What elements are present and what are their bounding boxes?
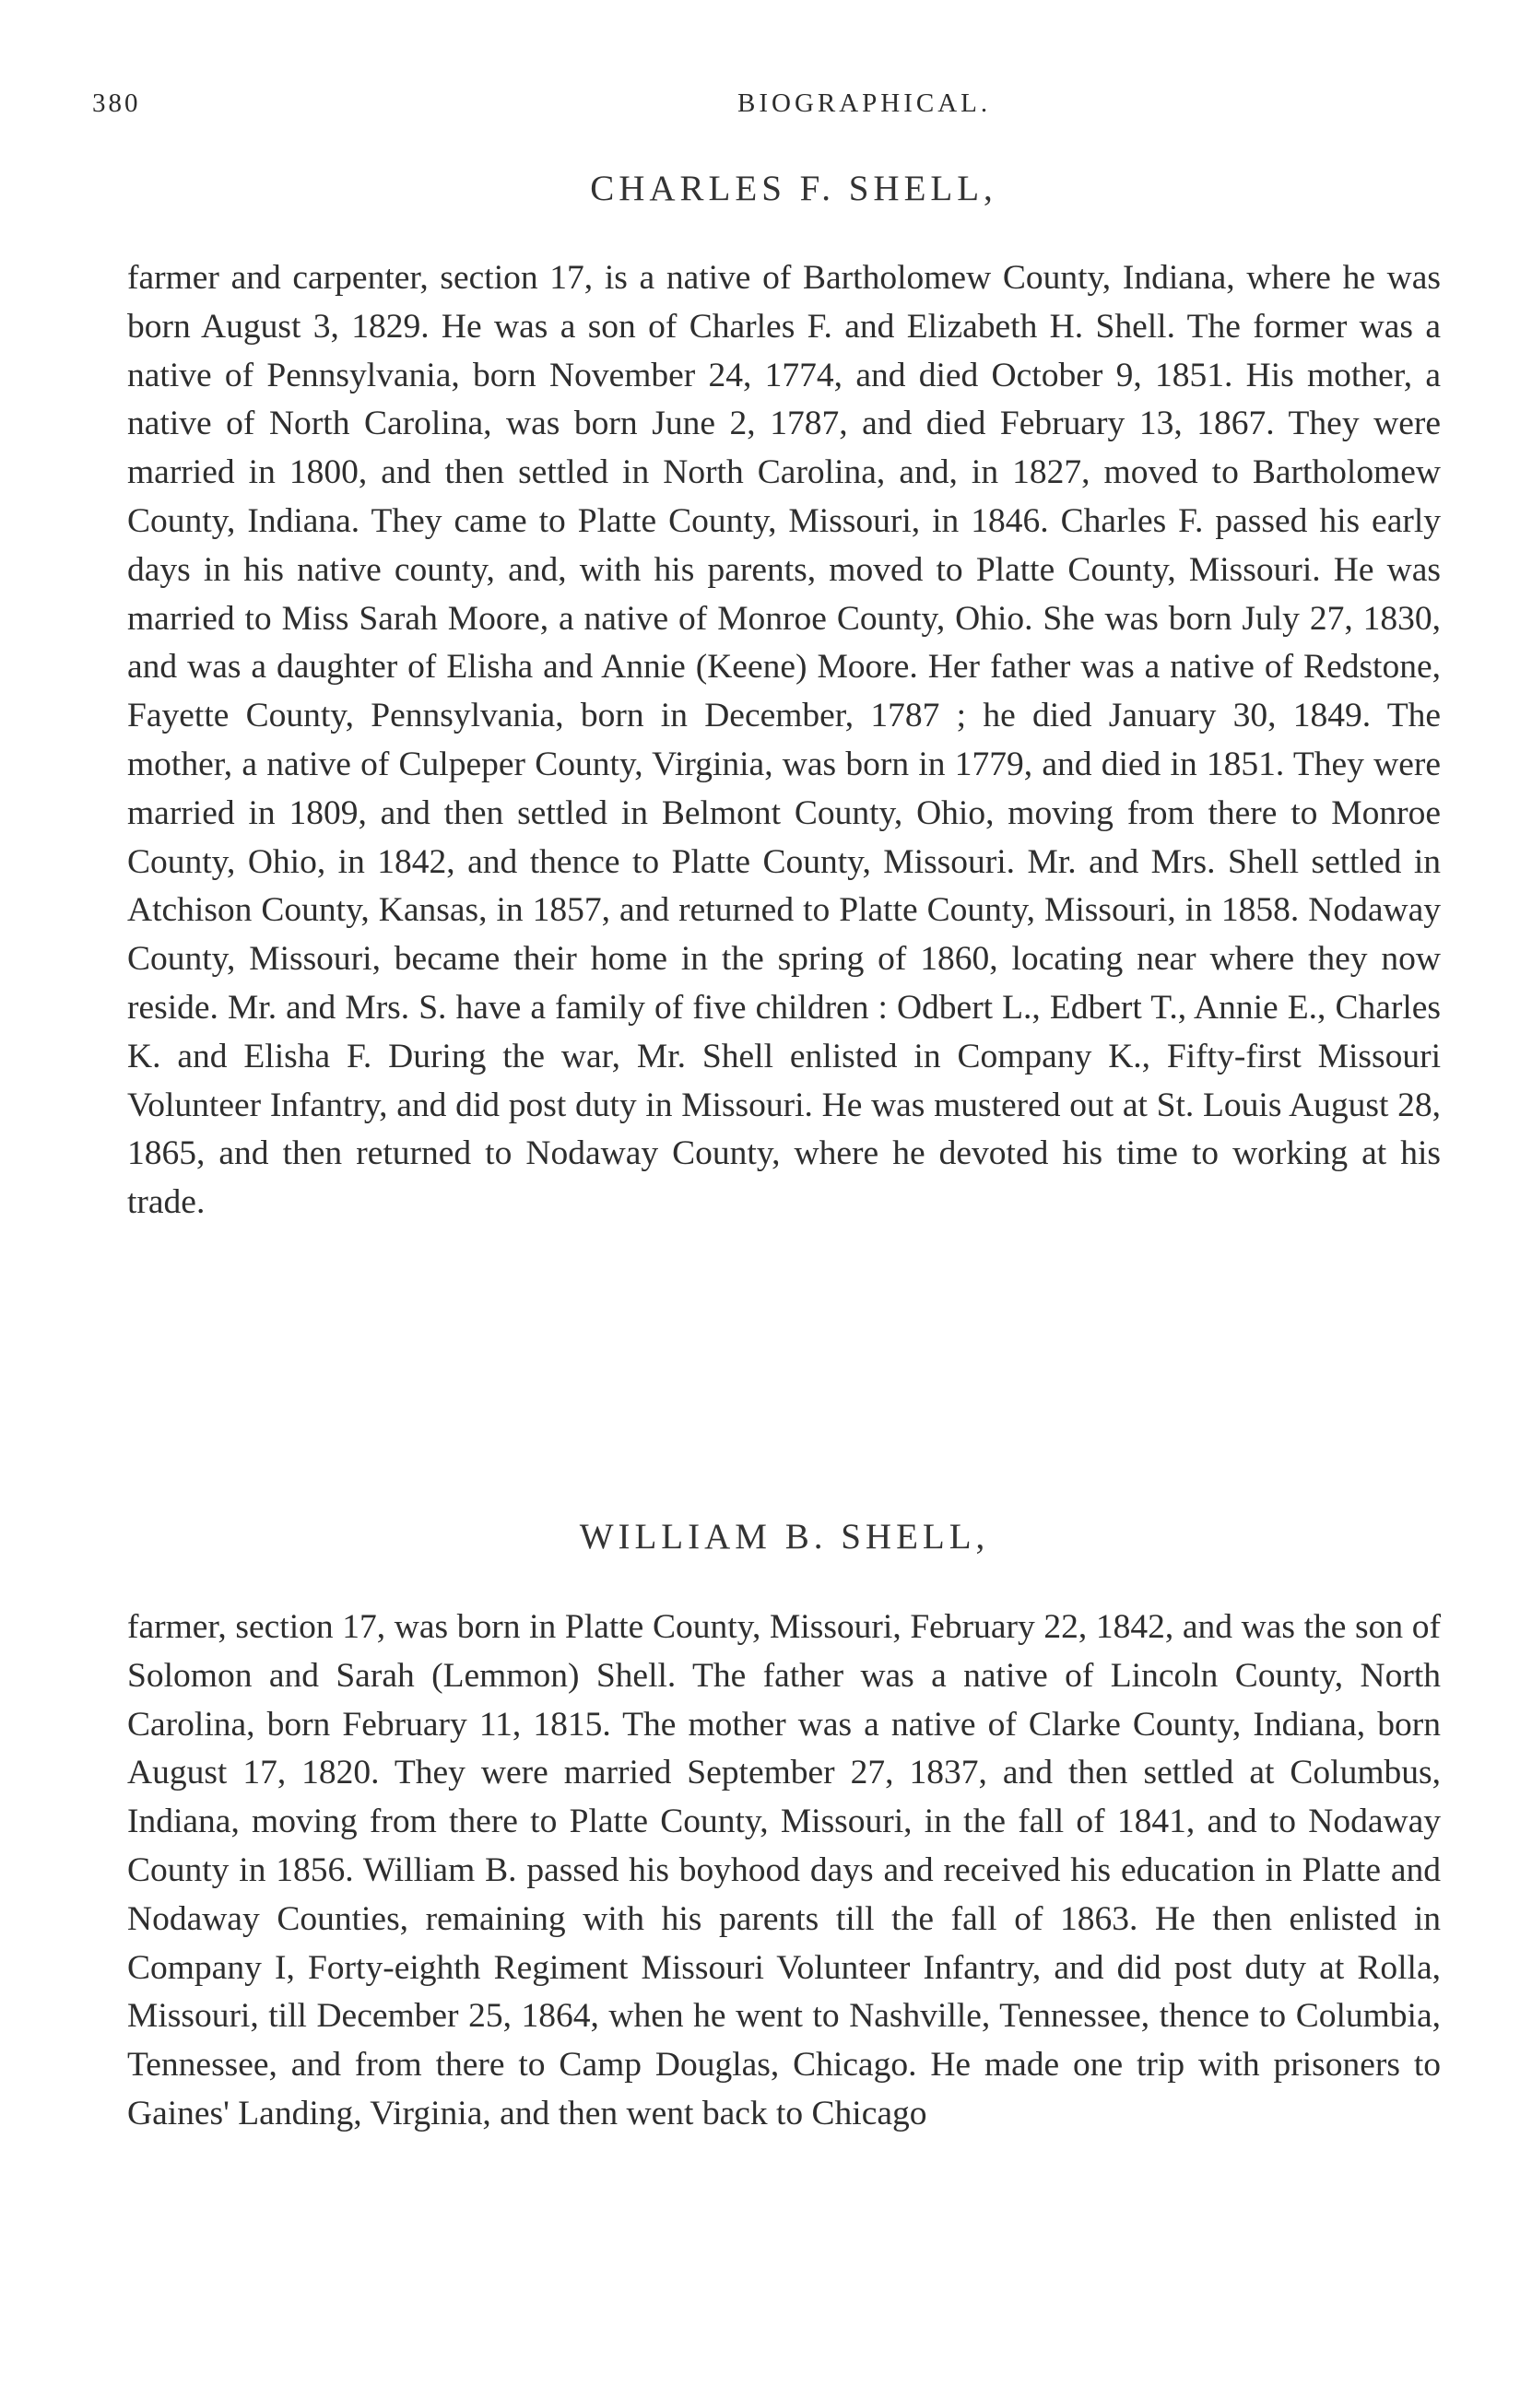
entry-heading-william-shell: WILLIAM B. SHELL, <box>579 1517 990 1556</box>
running-head <box>92 88 1438 125</box>
running-title: BIOGRAPHICAL. <box>737 88 992 118</box>
page-number: 380 <box>92 88 141 118</box>
entry-heading-charles-shell: CHARLES F. SHELL, <box>590 169 997 208</box>
entry-text-william-shell: farmer, section 17, was born in Platte County, Missouri, February 22, 1842, and was the son of Solomon and Sarah (Lemmon) Shell. The father was a native of Lincoln County, North Carolina, born February 11, 1815. The mother was a native of Clarke County, Indiana, born August 17, 1820. They were married September 27, 1837, and then settled at Columbus, Indiana, moving from there to Platte County, Missouri, in the fall of 1841, and to Nodaway County in 1856. William B. passed his boyhood days and received his education in Platte and Nodaway Counties, remaining with his parents till the fall of 1863. He then enlisted in Company I, Forty-eighth Regiment Missouri Volunteer Infantry, and did post duty at Rolla, Missouri, till December 25, 1864, when he went to Nashville, Tennessee, thence to Columbia, Tennessee, and from there to Camp Douglas, Chicago. He made one trip with prisoners to Gaines' Landing, Virginia, and then went back to Chicago <box>127 1608 1441 2132</box>
entry-text-charles-shell: farmer and carpenter, section 17, is a native of Bartholomew County, Indiana, where he was born August 3, 1829. He was a son of Charles F. and Elizabeth H. Shell. The former was a native of Pennsylvania, born November 24, 1774, and died October 9, 1851. His mother, a native of North Carolina, was born June 2, 1787, and died February 13, 1867. They were married in 1800, and then settled in North Carolina, and, in 1827, moved to Bartholomew County, Indiana. They came to Platte County, Missouri, in 1846. Charles F. passed his early days in his native county, and, with his parents, moved to Platte County, Missouri. He was married to Miss Sarah Moore, a native of Monroe County, Ohio. She was born July 27, 1830, and was a daughter of Elisha and Annie (Keene) Moore. Her father was a native of Redstone, Fayette County, Pennsylvania, born in December, 1787 ; he died January 30, 1849. The mother, a native of Culpeper County, Virginia, was born in 1779, and died in 1851. They were married in 1809, and then settled in Belmont County, Ohio, moving from there to Monroe County, Ohio, in 1842, and thence to Platte County, Missouri. Mr. and Mrs. Shell settled in Atchison County, Kansas, in 1857, and returned to Platte County, Missouri, in 1858. Nodaway County, Missouri, became their home in the spring of 1860, locating near where they now reside. Mr. and Mrs. S. have a family of five children : Odbert L., Edbert T., Annie E., Charles K. and Elisha F. During the war, Mr. Shell enlisted in Company K., Fifty-first Missouri Volunteer Infantry, and did post duty in Missouri. He was mustered out at St. Louis August 28, 1865, and then returned to Nodaway County, where he devoted his time to working at his trade. <box>127 259 1441 1222</box>
